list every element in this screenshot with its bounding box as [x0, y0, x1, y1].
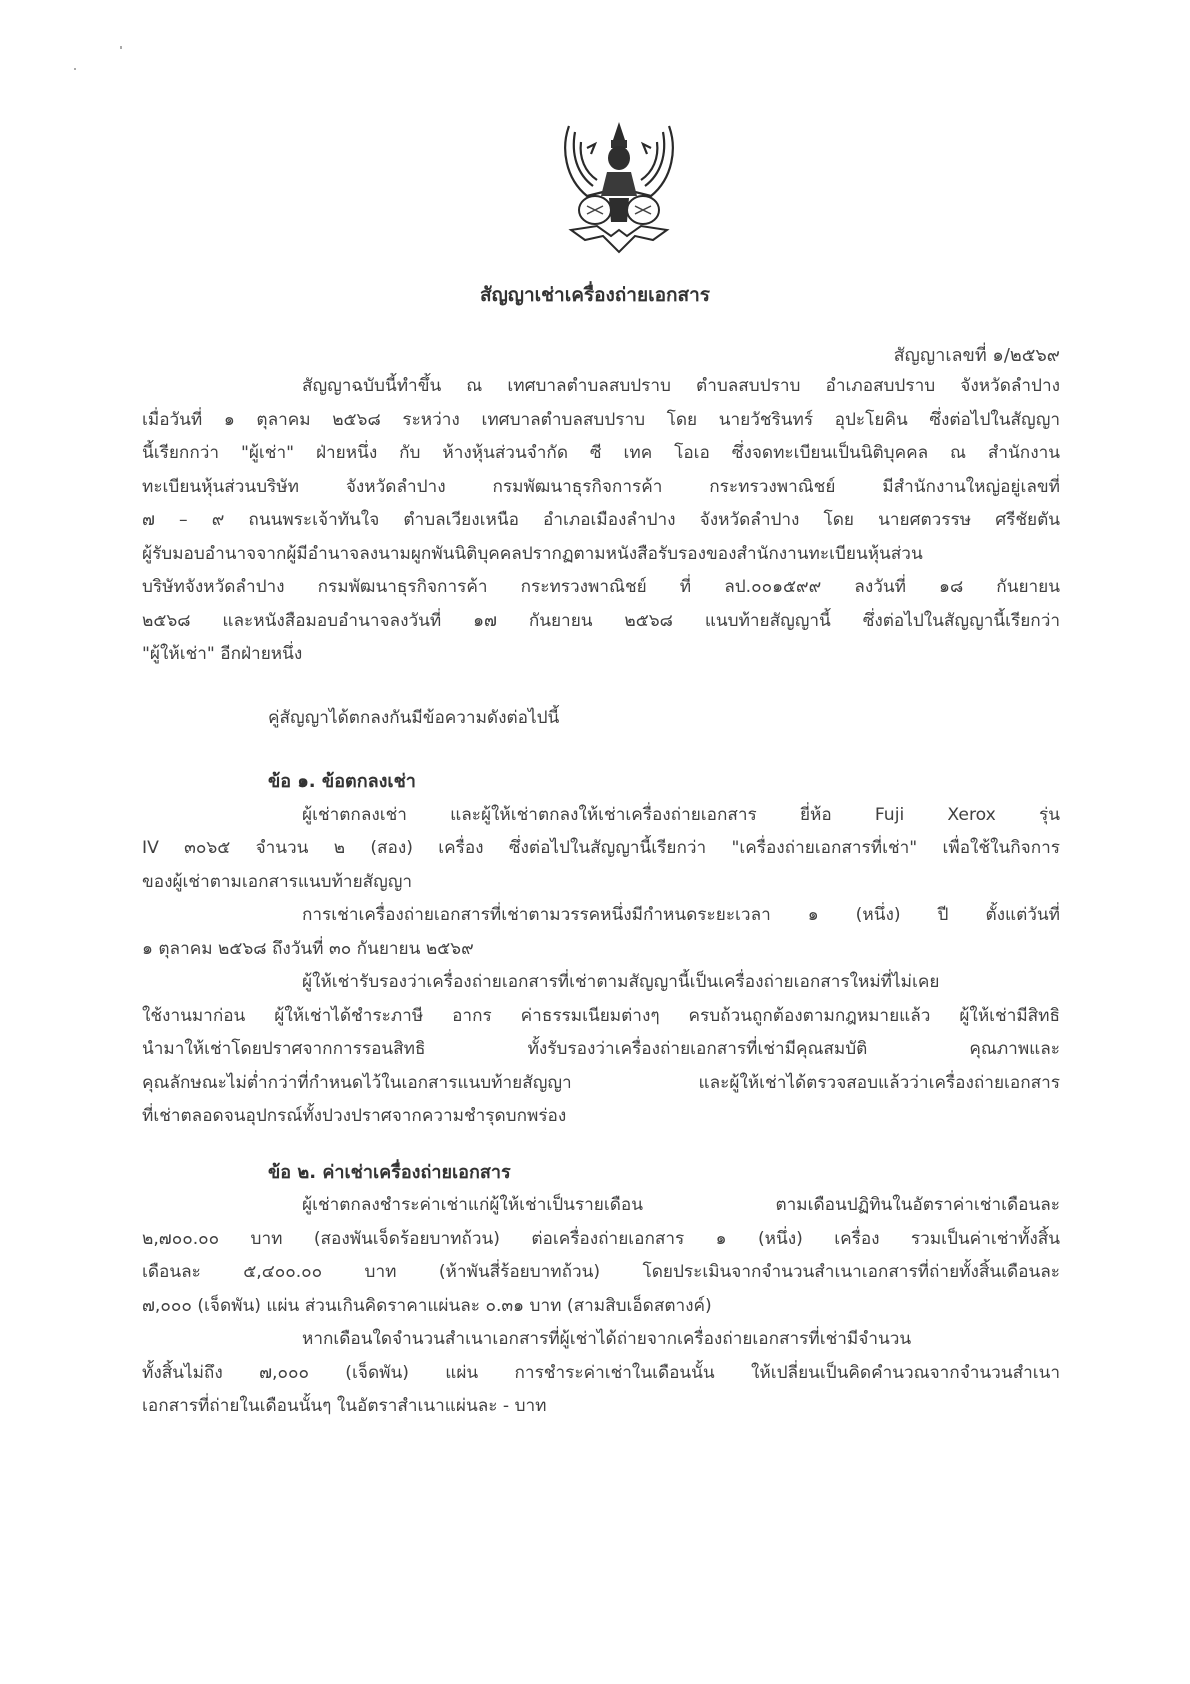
garuda-emblem-icon [557, 118, 681, 256]
preamble-line: ทะเบียนหุ้นส่วนบริษัท จังหวัดลำปาง กรมพัฒนาธุรกิจการค้า กระทรวงพาณิชย์ มีสำนักงานใหญ่อยู่เลขที่ [142, 476, 1060, 497]
clause-line: เดือนละ ๕,๔๐๐.๐๐ บาท (ห้าพันสี่ร้อยบาทถ้วน) โดยประเมินจากจำนวนสำเนาเอกสารที่ถ่ายทั้งสิ้นเดือนละ [142, 1262, 1060, 1282]
document-title: สัญญาเช่าเครื่องถ่ายเอกสาร [480, 284, 710, 306]
clause-2 [142, 1156, 1060, 1424]
preamble-line: ๗ – ๙ ถนนพระเจ้าทันใจ ตำบลเวียงเหนือ อำเภอเมืองลำปาง จังหวัดลำปาง โดย นายศตวรรษ ศรีชัยตัน [142, 510, 1060, 530]
contract-number: สัญญาเลขที่ ๑/๒๕๖๙ [893, 345, 1060, 366]
preamble-line: ผู้รับมอบอำนาจจากผู้มีอำนาจลงนามผูกพันนิติบุคคลปรากฏตามหนังสือรับรองของสำนักงานทะเบียนหุ้นส่วน [142, 543, 923, 564]
preamble-paragraph [142, 370, 1060, 672]
clause-line: ผู้ให้เช่ารับรองว่าเครื่องถ่ายเอกสารที่เช่าตามสัญญานี้เป็นเครื่องถ่ายเอกสารใหม่ที่ไม่เคย [302, 972, 940, 992]
clause-line: ทั้งสิ้นไม่ถึง ๗,๐๐๐ (เจ็ดพัน) แผ่น การชำระค่าเช่าในเดือนนั้น ให้เปลี่ยนเป็นคิดคำนวณจากจำนวนสำเนา [142, 1362, 1060, 1383]
clause-line: IV ๓๐๖๕ จำนวน ๒ (สอง) เครื่อง ซึ่งต่อไปในสัญญานี้เรียกว่า "เครื่องถ่ายเอกสารที่เช่า" เพื่อใช้ในกิจการ [142, 838, 1060, 858]
preamble-line: บริษัทจังหวัดลำปาง กรมพัฒนาธุรกิจการค้า กระทรวงพาณิชย์ ที่ ลป.๐๐๑๕๙๙ ลงวันที่ ๑๘ กันยายน [142, 577, 1060, 597]
clause-line: ๗,๐๐๐ (เจ็ดพัน) แผ่น ส่วนเกินคิดราคาแผ่นละ ๐.๓๑ บาท (สามสิบเอ็ดสตางค์) [142, 1295, 712, 1316]
agreement-intro: คู่สัญญาได้ตกลงกันมีข้อความดังต่อไปนี้ [268, 707, 560, 728]
clause-line: นำมาให้เช่าโดยปราศจากการรอนสิทธิ ทั้งรับรองว่าเครื่องถ่ายเอกสารที่เช่ามีคุณสมบัติ คุณภาพและ [142, 1039, 1060, 1059]
preamble-line: เมื่อวันที่ ๑ ตุลาคม ๒๕๖๘ ระหว่าง เทศบาลตำบลสบปราบ โดย นายวัชรินทร์ อุปะโยคิน ซึ่งต่อไปในสัญญา [142, 409, 1060, 430]
clause-line: ใช้งานมาก่อน ผู้ให้เช่าได้ชำระภาษี อากร ค่าธรรมเนียมต่างๆ ครบถ้วนถูกต้องตามกฎหมายแล้ว ผู้ให้เช่ามีสิทธิ [142, 1005, 1060, 1026]
contract-body [142, 370, 1060, 1424]
clause-line: การเช่าเครื่องถ่ายเอกสารที่เช่าตามวรรคหนึ่งมีกำหนดระยะเวลา ๑ (หนึ่ง) ปี ตั้งแต่วันที่ [302, 905, 1060, 925]
clause-line: ผู้เช่าตกลงชำระค่าเช่าแก่ผู้ให้เช่าเป็นรายเดือน ตามเดือนปฏิทินในอัตราค่าเช่าเดือนละ [302, 1195, 1060, 1215]
clause-heading: ข้อ ๒. ค่าเช่าเครื่องถ่ายเอกสาร [268, 1161, 511, 1183]
scan-speck [120, 46, 122, 49]
clause-line: ๑ ตุลาคม ๒๕๖๘ ถึงวันที่ ๓๐ กันยายน ๒๕๖๙ [142, 938, 474, 959]
preamble-line: ๒๕๖๘ และหนังสือมอบอำนาจลงวันที่ ๑๗ กันยายน ๒๕๖๘ แนบท้ายสัญญานี้ ซึ่งต่อไปในสัญญานี้เรียกว่า [142, 610, 1060, 631]
clause-heading: ข้อ ๑. ข้อตกลงเช่า [268, 771, 416, 792]
clause-line: คุณลักษณะไม่ต่ำกว่าที่กำหนดไว้ในเอกสารแนบท้ายสัญญา และผู้ให้เช่าได้ตรวจสอบแล้วว่าเครื่องถ่ายเอกสาร [142, 1072, 1060, 1093]
clause-line: ของผู้เช่าตามเอกสารแนบท้ายสัญญา [142, 871, 413, 892]
clause-line: ๒,๗๐๐.๐๐ บาท (สองพันเจ็ดร้อยบาทถ้วน) ต่อเครื่องถ่ายเอกสาร ๑ (หนึ่ง) เครื่อง รวมเป็นค่าเช่าทั้งสิ้น [142, 1228, 1060, 1249]
clause-line: ผู้เช่าตกลงเช่า และผู้ให้เช่าตกลงให้เช่าเครื่องถ่ายเอกสาร ยี่ห้อ Fuji Xerox รุ่น [302, 804, 1060, 825]
scan-speck [74, 68, 76, 70]
preamble-line: "ผู้ให้เช่า" อีกฝ่ายหนึ่ง [142, 644, 303, 664]
clause-1 [142, 765, 1060, 1134]
preamble-line: สัญญาฉบับนี้ทำขึ้น ณ เทศบาลตำบลสบปราบ ตำบลสบปราบ อำเภอสบปราบ จังหวัดลำปาง [302, 376, 1060, 396]
clause-line: เอกสารที่ถ่ายในเดือนนั้นๆ ในอัตราสำเนาแผ่นละ - บาท [142, 1396, 547, 1416]
clause-line: ที่เช่าตลอดจนอุปกรณ์ทั้งปวงปราศจากความชำรุดบกพร่อง [142, 1106, 567, 1126]
clause-line: หากเดือนใดจำนวนสำเนาเอกสารที่ผู้เช่าได้ถ่ายจากเครื่องถ่ายเอกสารที่เช่ามีจำนวน [302, 1329, 912, 1349]
preamble-line: นี้เรียกกว่า "ผู้เช่า" ฝ่ายหนึ่ง กับ ห้างหุ้นส่วนจำกัด ซี เทค โอเอ ซึ่งจดทะเบียนเป็นนิติบุคคล ณ สำนักงาน [142, 443, 1060, 463]
